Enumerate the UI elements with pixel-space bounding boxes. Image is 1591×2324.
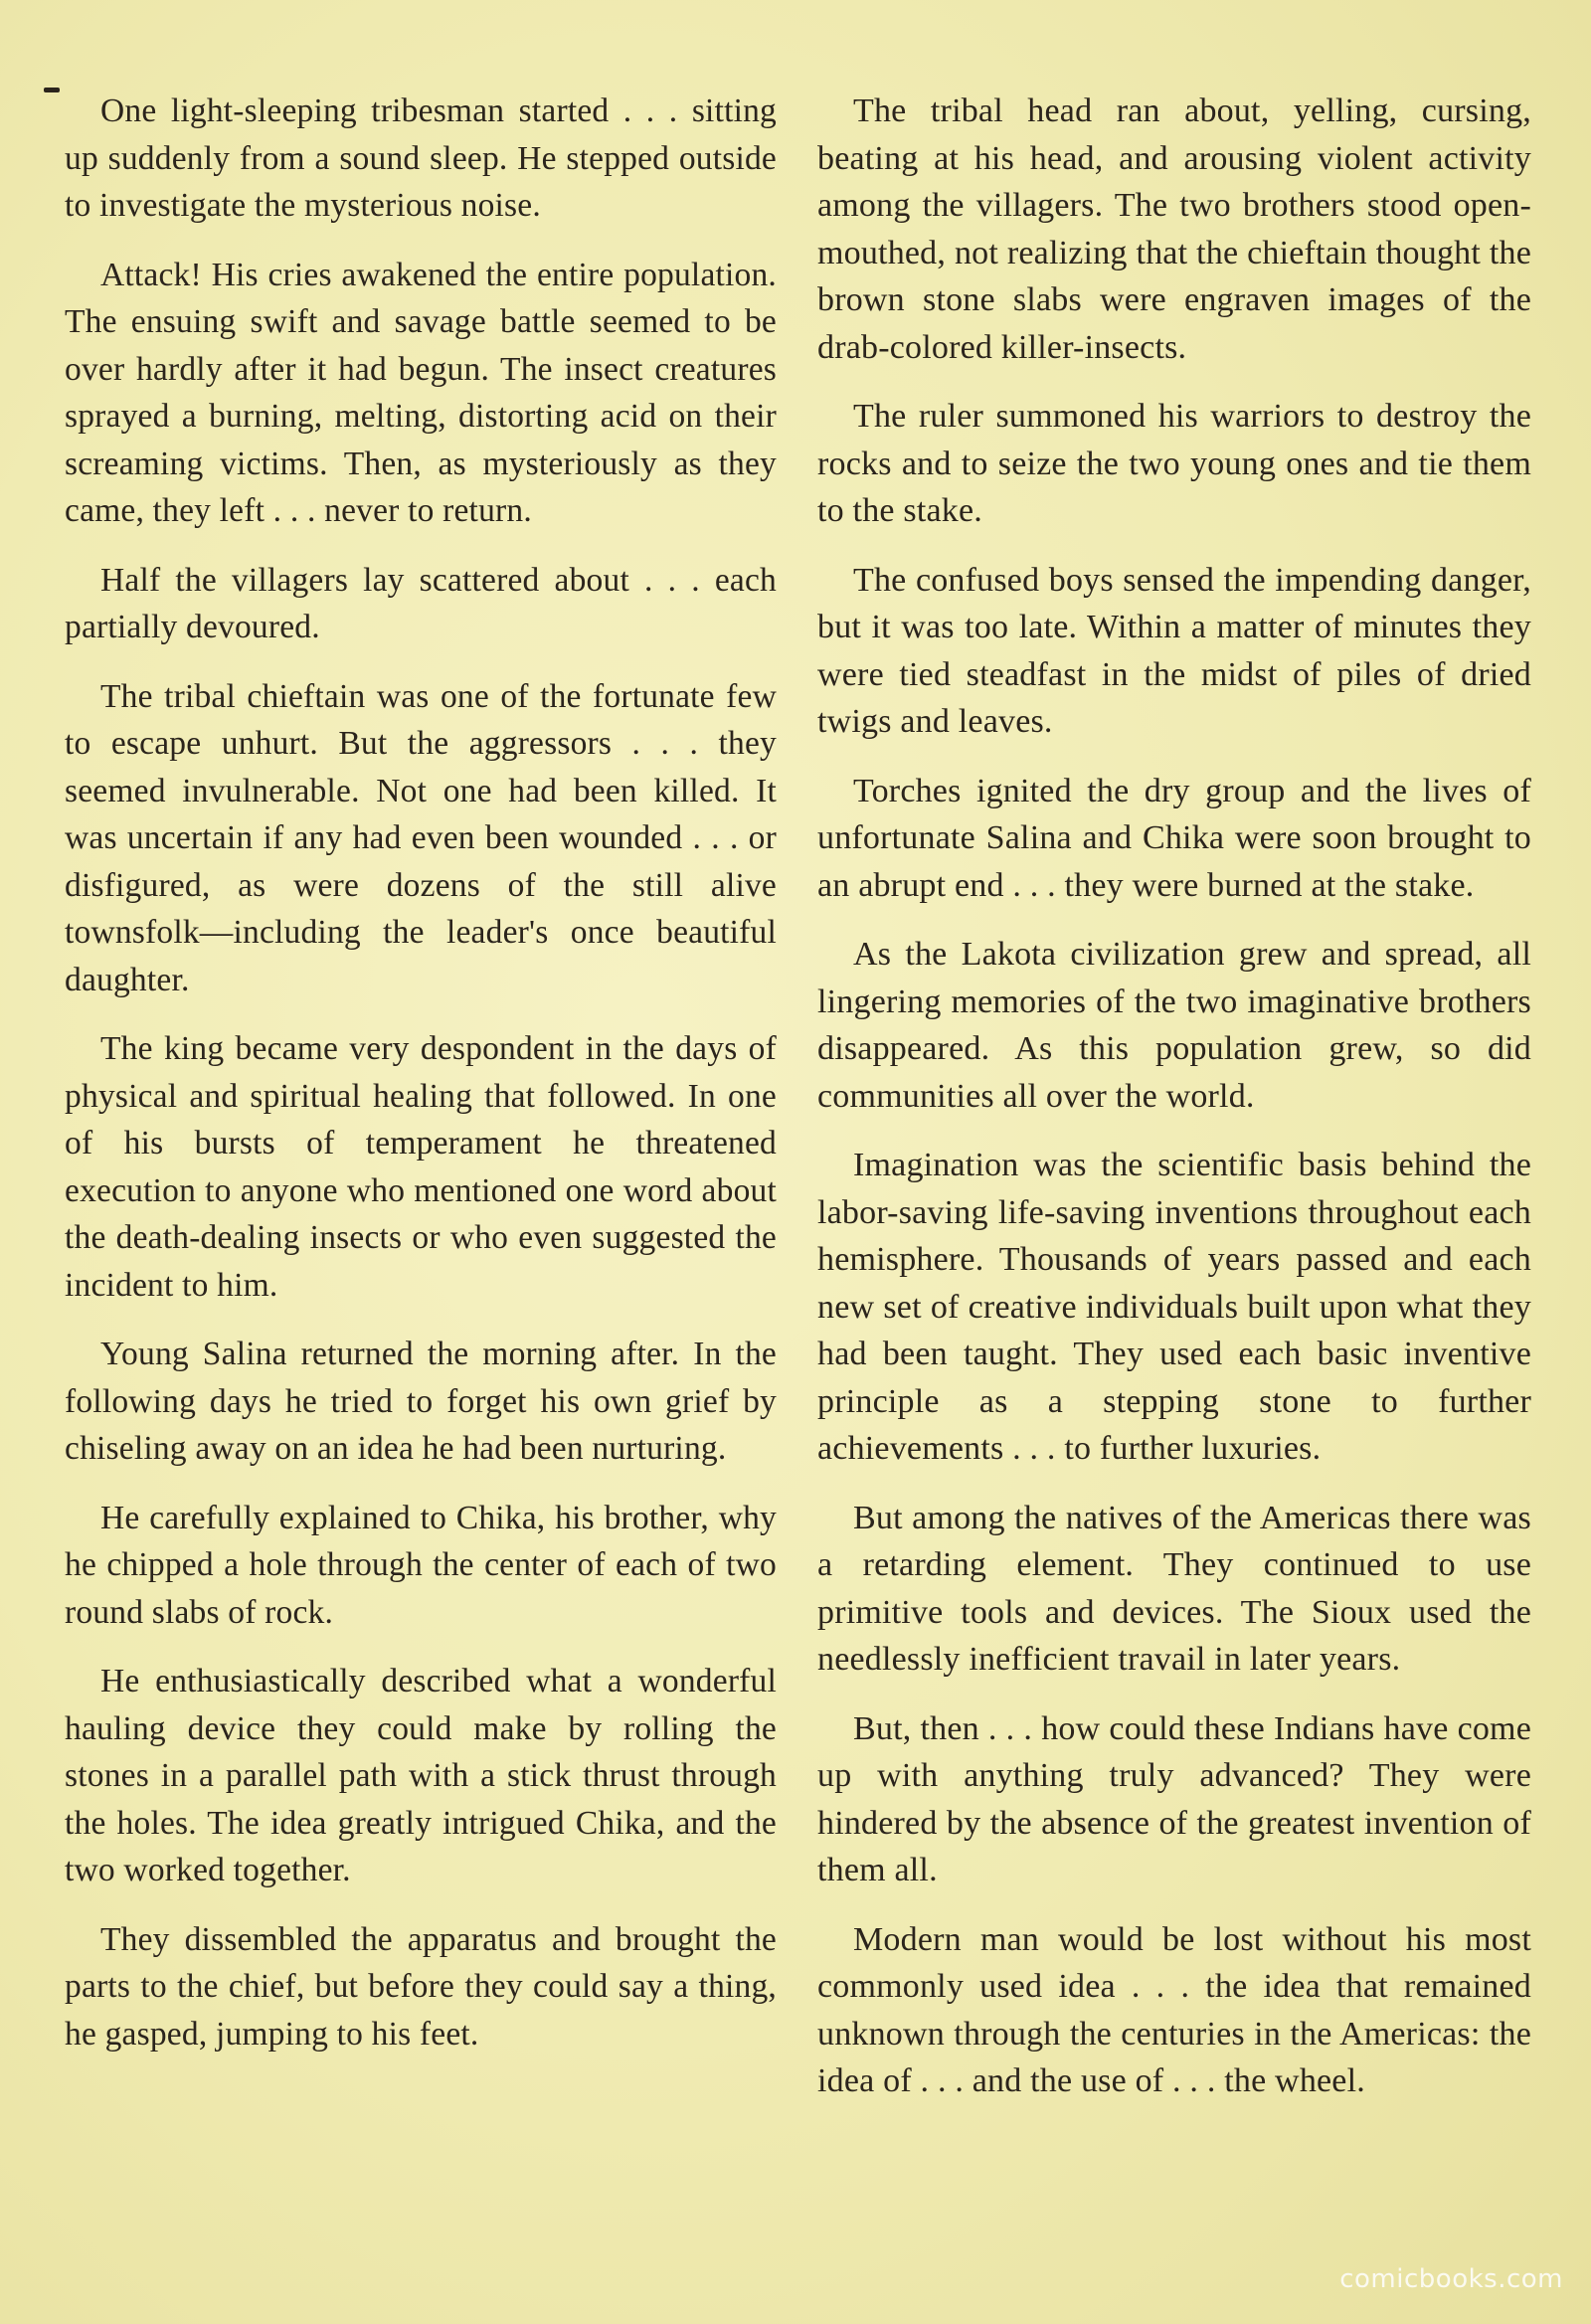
paragraph: He enthusiastically described what a wonderful hauling device they could make by rolling the stones in a parallel path with a stick thrust through the holes. The idea greatly intrigued Chika, and the two worked together. (65, 1663, 777, 1888)
paragraph: Imagination was the scientific basis behind the labor-saving life-saving inventions throughout each hemisphere. Thousands of years passed and each new set of creative individuals built upon what they had been taught. They used each basic inventive principle as a stepping stone to further achievements . . . to further luxuries. (817, 1147, 1531, 1467)
left-text-column (65, 88, 777, 2079)
watermark-text: comicbooks.com (1339, 2264, 1563, 2294)
paragraph: Torches ignited the dry group and the lives of unfortunate Salina and Chika were soon brought to an abrupt end . . . they were burned at the stake. (817, 772, 1531, 904)
paragraph: Young Salina returned the morning after. In the following days he tried to forget his own grief by chiseling away on an idea he had been nurturing. (65, 1336, 777, 1467)
paragraph: As the Lakota civilization grew and spread, all lingering memories of the two imaginative brothers disappeared. As this population grew, so did communities all over the world. (817, 936, 1531, 1115)
paragraph: He carefully explained to Chika, his brother, why he chipped a hole through the center of each of two round slabs of rock. (65, 1499, 777, 1631)
paragraph: The ruler summoned his warriors to destroy the rocks and to seize the two young ones and tie them to the stake. (817, 398, 1531, 529)
paragraph: But among the natives of the Americas there was a retarding element. They continued to use primitive tools and devices. The Sioux used the needlessly inefficient travail in later years. (817, 1499, 1531, 1678)
paragraph: The king became very despondent in the days of physical and spiritual healing that followed. In one of his bursts of temperament he threatened execution to anyone who mentioned one word about the death-dealing insects or who even suggested the incident to him. (65, 1030, 777, 1304)
paragraph: The tribal head ran about, yelling, cursing, beating at his head, and arousing violent activity among the villagers. The two brothers stood open-mouthed, not realizing that the chieftain thought the brown stone slabs were engraven images of the drab-colored killer-insects. (817, 92, 1531, 366)
paragraph: The tribal chieftain was one of the fortunate few to escape unhurt. But the aggressors . . . they seemed invulnerable. Not one had been killed. It was uncertain if any had even been wounded . . . or disfigured, as were dozens of the still alive townsfolk—including the leader's once beautiful daughter. (65, 677, 777, 998)
paragraph: The confused boys sensed the impending danger, but it was too late. Within a matter of minutes they were tied steadfast in the midst of piles of dried twigs and leaves. (817, 561, 1531, 740)
margin-dash-mark (44, 88, 60, 92)
paragraph: But, then . . . how could these Indians have come up with anything truly advanced? They were hindered by the absence of the greatest invention of them all. (817, 1709, 1531, 1888)
paragraph: Modern man would be lost without his most commonly used idea . . . the idea that remained unknown through the centuries in the Americas: the idea of . . . and the use of . . . the wheel. (817, 1920, 1531, 2099)
paragraph: Attack! His cries awakened the entire population. The ensuing swift and savage battle seemed to be over hardly after it had begun. The insect creatures sprayed a burning, melting, distorting acid on their screaming victims. Then, as mysteriously as they came, they left . . . never to return. (65, 256, 777, 529)
paragraph: One light-sleeping tribesman started . . . sitting up suddenly from a sound sleep. He stepped outside to investigate the mysterious noise. (65, 92, 777, 224)
right-text-column (817, 88, 1531, 2127)
paragraph: Half the villagers lay scattered about . . . each partially devoured. (65, 561, 777, 645)
paragraph: They dissembled the apparatus and brought the parts to the chief, but before they could say a thing, he gasped, jumping to his feet. (65, 1920, 777, 2053)
